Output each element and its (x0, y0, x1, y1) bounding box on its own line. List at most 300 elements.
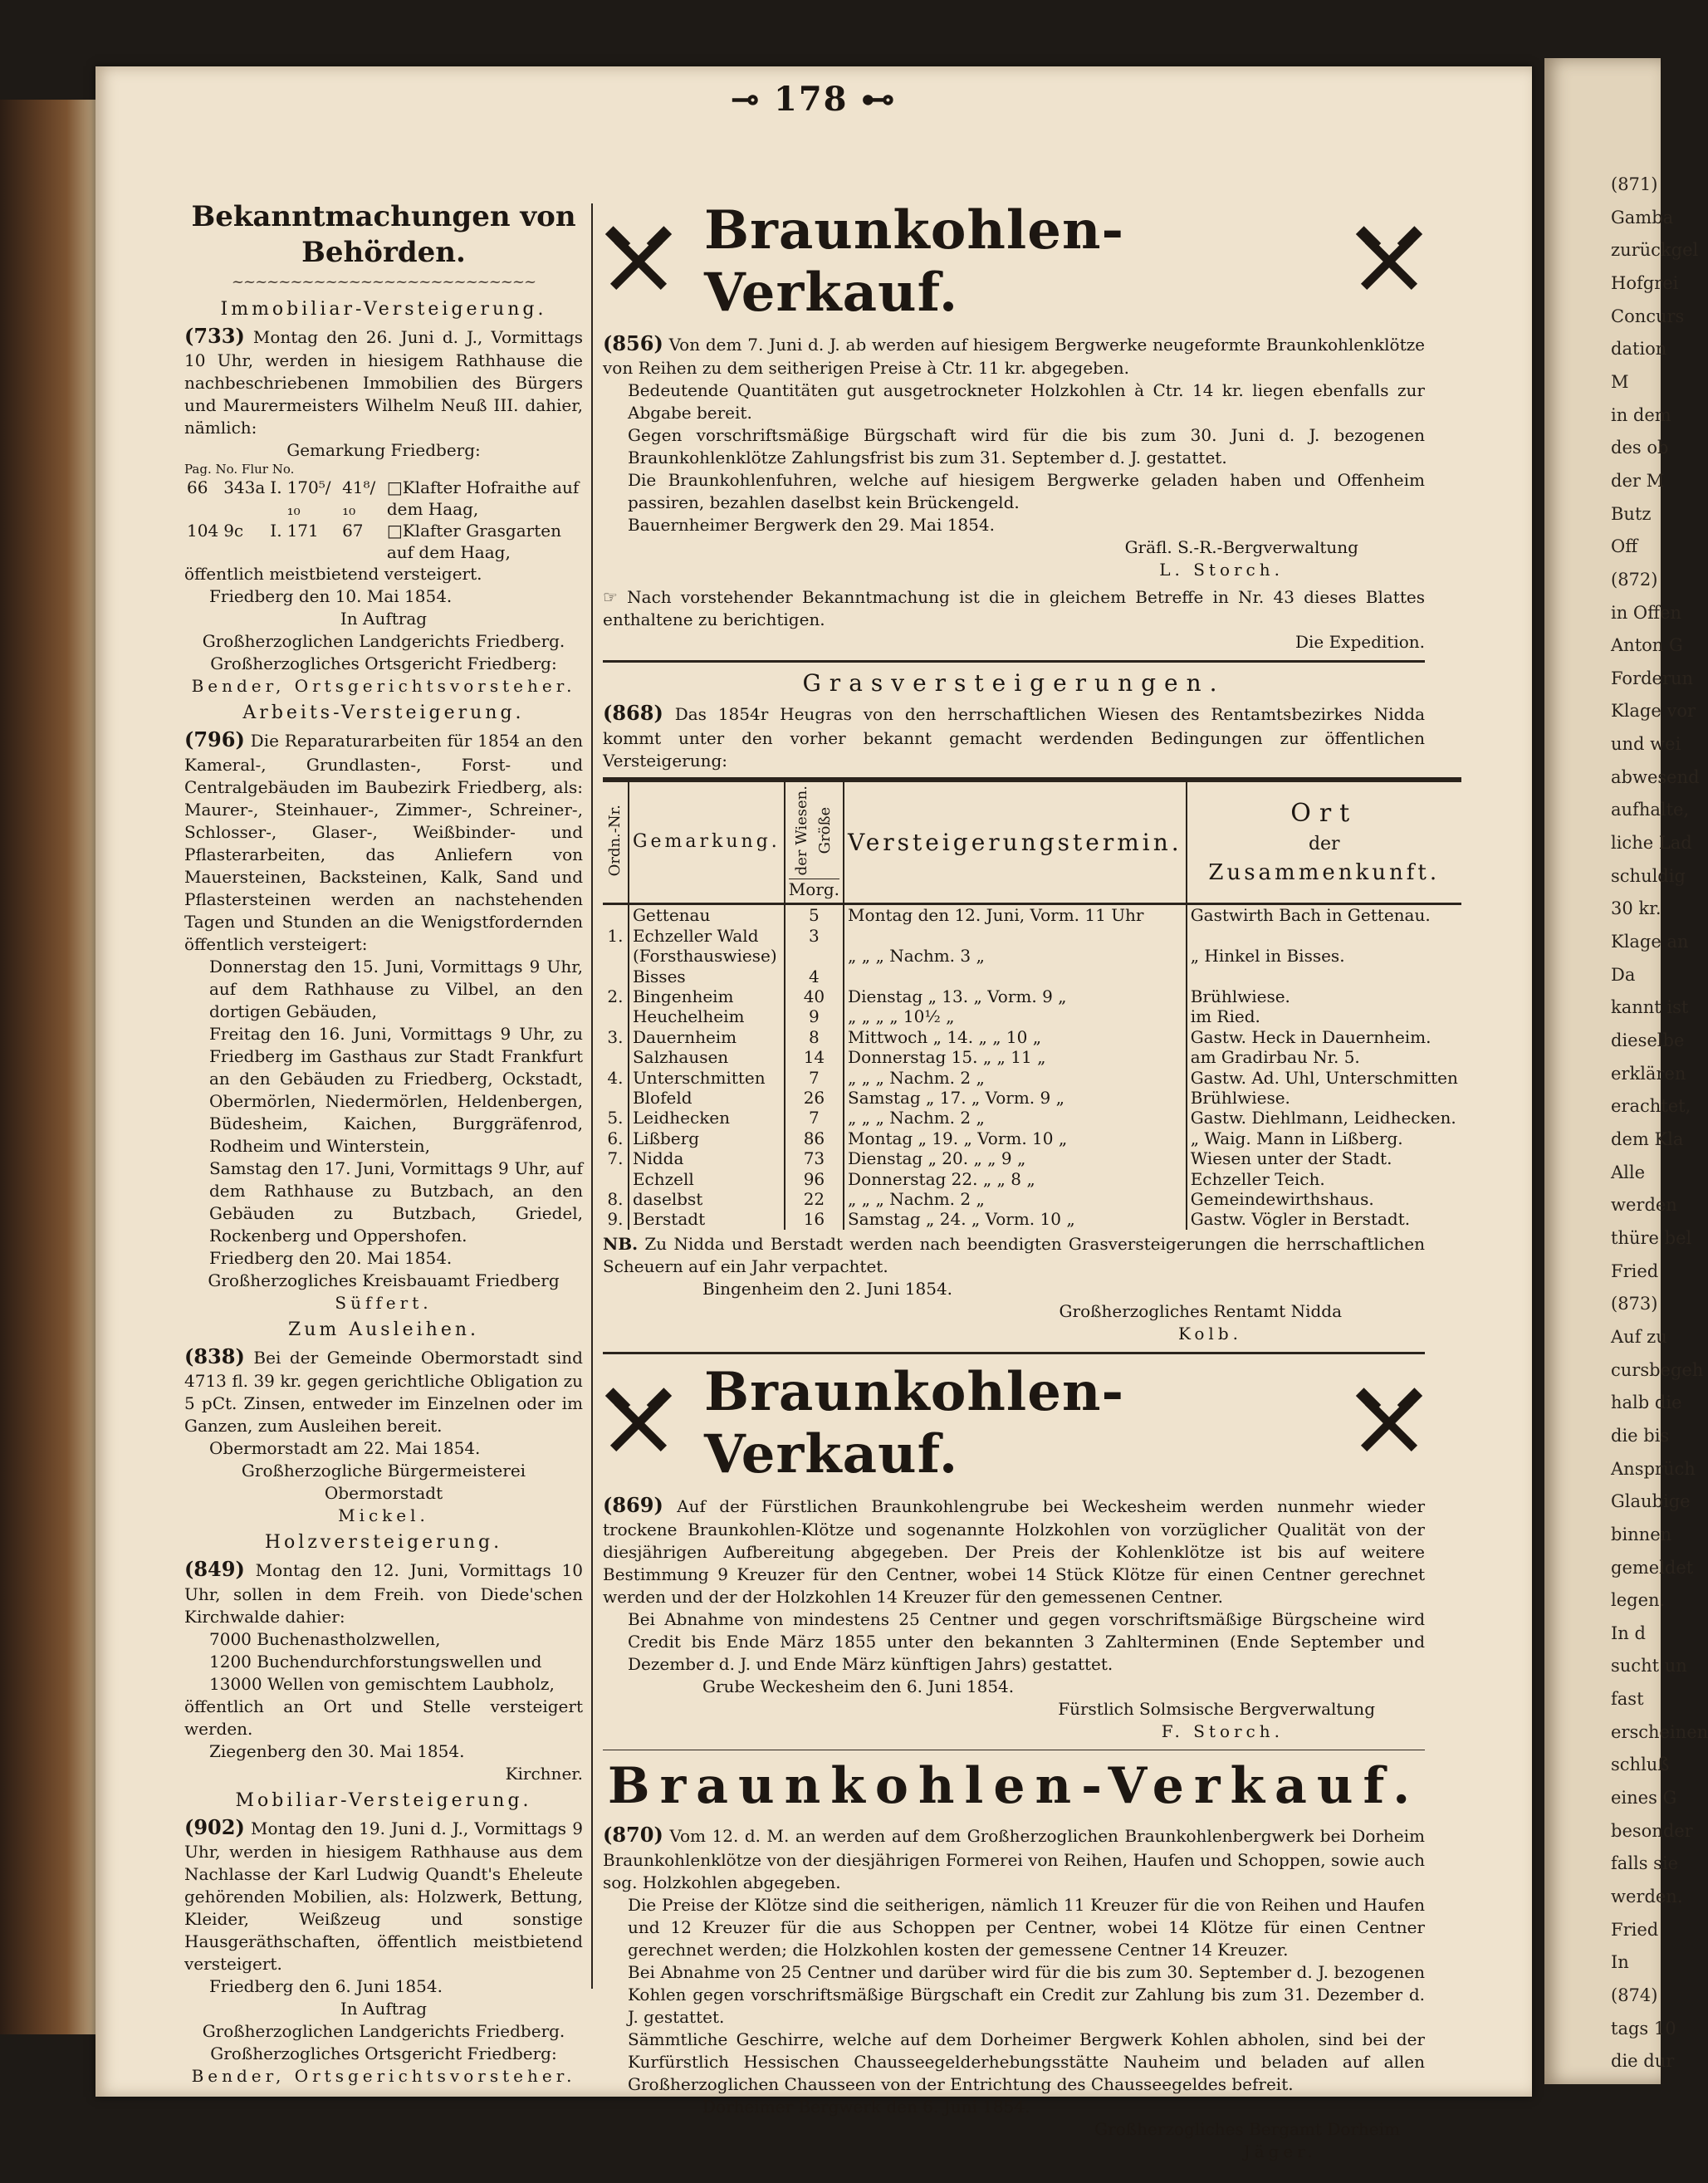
cell-gemarkung: Gettenau (629, 904, 785, 926)
cell-morgen: 3 (785, 926, 844, 946)
cell-pag: 104 (187, 521, 219, 541)
cell-ort (1187, 967, 1461, 986)
notice-number: (849) (184, 1557, 245, 1582)
cell-morgen: 16 (785, 1209, 844, 1229)
next-page-fragment: schluß (1611, 1755, 1670, 1775)
right-column (603, 199, 1458, 2163)
notice-text: Montag den 19. Juni d. J., Vormittags 9 Uhr, werden in hiesigem Rathhause aus dem Nachlasse der Karl Ludwig Quandt's Eheleute gehörenden Mobilien, als: Holzwerk, Bettung, Kleider, Weißzeug und sonstige Hausgeräthschaften, öffentlich meistbietend versteigert. (184, 1818, 583, 1974)
cell-gemarkung: Leidhecken (629, 1108, 785, 1128)
signature: Bender, Ortsgerichtsvorsteher. (191, 676, 576, 697)
nb-text: Zu Nidda und Berstadt werden nach beendigten Grasversteigerungen die herrschaftlichen Scheuern auf ein Jahr verpachtet. (603, 1233, 1425, 1276)
table-row (603, 904, 1461, 926)
nb-note (603, 1233, 1425, 1278)
footnote-signature: Die Expedition. (1294, 632, 1425, 653)
place-date: Obermorstadt am 22. Mai 1854. (209, 1438, 481, 1459)
divider (603, 1352, 1425, 1354)
place-date: Friedberg den 20. Mai 1854. (209, 1247, 453, 1268)
cell-termin: „ „ „ Nachm. 2 „ (844, 1189, 1187, 1209)
signature: L. Storch. (1159, 560, 1284, 580)
cell-termin: Mittwoch „ 14. „ „ 10 „ (844, 1027, 1187, 1047)
authority: Gräfl. S.-R.-Bergverwaltung (1124, 537, 1358, 558)
gemarkung: Gemarkung Friedberg: (286, 440, 481, 461)
pointing-hand-icon: ☞ (603, 587, 628, 608)
place-date: Bingenheim den 2. Juni 1854. (702, 1278, 953, 1299)
ad-paragraph: Gegen vorschriftsmäßige Bürgschaft wird für die bis zum 30. Juni d. J. bezogenen Braunkohlenklötze Zahlungsfrist bis zum 31. September d. J. gestattet. (628, 425, 1425, 468)
cell-ort: am Gradirbau Nr. 5. (1190, 1047, 1360, 1068)
table-row (603, 1108, 1461, 1128)
cell-ort: im Ried. (1190, 1006, 1260, 1027)
cell-gemarkung: Blofeld (629, 1088, 785, 1108)
notice-number: (869) (603, 1492, 663, 1517)
cell-gemarkung: daselbst (629, 1189, 785, 1209)
next-page-fragment: werden. (1611, 1887, 1683, 1907)
next-page-fragment: Ansprüch (1611, 1458, 1696, 1479)
cell-ort: Echzeller Teich. (1190, 1168, 1325, 1189)
notice-body (184, 1556, 583, 1627)
notice-number: (870) (603, 1823, 663, 1848)
column-divider (591, 203, 593, 1989)
cell-morgen: 86 (785, 1128, 844, 1148)
cell-gemarkung: Echzeller Wald (629, 926, 785, 946)
next-page-fragment: (872) (1611, 569, 1658, 590)
auction-schedule-table (603, 777, 1461, 1230)
cell-ordn (603, 967, 629, 986)
signature: Jäger. (1243, 2141, 1317, 2161)
ad-title: Braunkohlen-Verkauf. (704, 199, 1125, 324)
wood-item: 7000 Buchenastholzwellen, (209, 1628, 441, 1649)
next-page-fragment: legen. (1611, 1590, 1666, 1611)
signature: Mickel. (338, 1505, 429, 1526)
nb-label: NB. (603, 1233, 639, 1254)
cell-termin: „ „ „ Nachm. 3 „ (844, 946, 1187, 966)
crossed-hammers-icon (603, 226, 674, 297)
next-page-fragment: sucht un (1611, 1656, 1687, 1676)
cell-termin: Donnerstag 15. „ „ 11 „ (844, 1047, 1187, 1067)
auftrag: In Auftrag (340, 1998, 428, 2019)
table-row (603, 1128, 1461, 1148)
next-page-fragment: Anton G (1611, 635, 1683, 656)
col-ordn (603, 780, 629, 904)
col-ort (1187, 780, 1461, 904)
next-page-fragment: erscheinen (1611, 1721, 1708, 1742)
next-page-fragment: Glaubige (1611, 1491, 1691, 1512)
next-page-fragment: Klage vor (1611, 701, 1696, 722)
cell-desc: □Klafter Hofraithe auf dem Haag, (386, 477, 580, 520)
table-row (184, 477, 583, 520)
cell-ort: Gastwirth Bach in Gettenau. (1190, 905, 1431, 926)
notice-838 (184, 1319, 583, 1527)
cell-ordn: 1. (603, 926, 629, 946)
next-page-fragment: Klage an (1611, 932, 1689, 952)
table-row (603, 986, 1461, 1006)
cell-morgen: 26 (785, 1088, 844, 1108)
notice-body (184, 1344, 583, 1437)
notice-heading: Mobiliar-Versteigerung. (235, 1789, 532, 1811)
col-label: Ordn.-Nr. (606, 804, 624, 877)
next-page-fragment: Concurs (1611, 306, 1685, 326)
cell-morgen: 14 (785, 1047, 844, 1067)
cell-morgen: 5 (785, 904, 844, 926)
auction-date: Donnerstag den 15. Juni, Vormittags 9 Uhr, auf dem Rathhause zu Vilbel, an den dortigen Gebäuden, (209, 956, 583, 1021)
cell-termin: Montag „ 19. „ Vorm. 10 „ (844, 1128, 1187, 1148)
next-page-fragment: aufhalte, (1611, 800, 1690, 820)
col-label: Größe (816, 806, 834, 854)
table-header-row (603, 780, 1461, 904)
cell-no: 343a (223, 477, 266, 498)
place-date: Friedberg den 6. Juni 1854. (209, 1975, 443, 1996)
cell-flur: I. (270, 477, 282, 498)
place-date: Grube Weckesheim den 6. Juni 1854. (702, 1676, 1015, 1697)
section-title: Grasversteigerungen. (802, 669, 1226, 697)
table-row (603, 967, 1461, 986)
auction-date: Samstag den 17. Juni, Vormittags 9 Uhr, auf dem Rathhause zu Butzbach, an den Gebäuden zu Butzbach, Griedel, Rockenberg und Oppershofen. (209, 1158, 583, 1246)
cell-gemarkung: Lißberg (629, 1128, 785, 1148)
next-page-fragment: Fried (1611, 1260, 1659, 1281)
ad-body (603, 1492, 1425, 1608)
ad-paragraph: Bei Abnahme von mindestens 25 Centner und gegen vorschriftsmäßige Bürgscheine wird Credit bis Ende März 1855 unter den bekannten 3 Zahlterminen (Ende September und Dezember d. J. und Ende März künftigen Jahrs) gestattet. (628, 1609, 1425, 1675)
notice-text: Bei der Gemeinde Obermorstadt sind 4713 fl. 39 kr. gegen gerichtliche Obligation zu 5 pCt. Zinsen, entweder im Einzelnen oder im Ganzen, zum Ausleihen bereit. (184, 1347, 583, 1437)
notice-heading: Immobiliar-Versteigerung. (220, 299, 547, 320)
authority: Großherzoglichen Landgerichts Friedberg. (202, 2020, 565, 2041)
next-page-fragment: (873) (1611, 1294, 1658, 1314)
notice-text: Montag den 12. Juni, Vormittags 10 Uhr, sollen in dem Freih. von Diede'schen Kirchwalde dahier: (184, 1560, 584, 1627)
col-label: der (1308, 834, 1340, 855)
cell-gemarkung: Unterschmitten (629, 1068, 785, 1088)
ad-text: Von dem 7. Juni d. J. ab werden auf hiesigem Bergwerke neugeformte Braunkohlenklötze von Reihen zu dem seitherigen Preise à Ctr. 11 kr. abgegeben. (603, 335, 1425, 379)
signature: Kirchner. (505, 1763, 583, 1784)
cell-size: 67 (342, 521, 364, 541)
col-group (789, 786, 839, 875)
place-date: Dorheimer Bergwerk den 6. Juni 1854. (702, 2096, 1030, 2117)
cell-termin: „ „ „ Nachm. 2 „ (844, 1068, 1187, 1088)
notice-849 (184, 1532, 583, 1784)
cell-ordn: 6. (603, 1128, 629, 1148)
cell-morgen: 8 (785, 1027, 844, 1047)
cell-gemarkung: Echzell (629, 1169, 785, 1189)
table-row (603, 1148, 1461, 1168)
cell-termin: Donnerstag 22. „ „ 8 „ (844, 1169, 1187, 1189)
page-number-value: 178 (774, 80, 849, 119)
cell-gemarkung: Dauernheim (629, 1027, 785, 1047)
authority: Großherzogliches Ortsgericht Friedberg: (210, 653, 557, 674)
notice-body (603, 700, 1425, 771)
table-row (603, 1088, 1461, 1108)
cell-termin (844, 926, 1187, 946)
table-body (603, 904, 1461, 1230)
ad-header (603, 1757, 1425, 1815)
cell-ordn (603, 1047, 629, 1067)
notice-body (184, 1814, 583, 1975)
notice-text: Das 1854r Heugras von den herrschaftlichen Wiesen des Rentamtsbezirkes Nidda kommt unter den vorher bekannt gemacht werdenden Bedingungen zur öffentlichen Versteigerung: (603, 704, 1425, 771)
notice-733 (184, 299, 583, 697)
ad-body (603, 330, 1425, 379)
authority: Großherzogliches Rentamt Nidda (1059, 1300, 1342, 1321)
next-page-fragment: tags 10 (1611, 2018, 1676, 2039)
cell-ordn (603, 1169, 629, 1189)
notice-number: (902) (184, 1814, 245, 1839)
next-page-fragment: Hofgrei (1611, 272, 1679, 293)
cell-ordn: 3. (603, 1027, 629, 1047)
next-page-fragment: Forderun (1611, 668, 1694, 688)
next-page-fragment: die bis (1611, 1425, 1670, 1446)
cell-gemarkung: Salzhausen (629, 1047, 785, 1067)
next-page-fragment: werden (1611, 1195, 1677, 1216)
table-row (603, 1006, 1461, 1026)
ad-paragraph: Die Preise der Klötze sind die seitherigen, nämlich 11 Kreuzer für die von Reihen und Haufen und 12 Kreuzer für die aus Schoppen per Centner, wobei 14 Klötze für einen Centner gerechnet werden; die Holzkohlen kosten der gemessene Centner 14 Kreuzer. (628, 1894, 1425, 1960)
cell-gemarkung: Heuchelheim (629, 1006, 785, 1026)
cell-ordn: 2. (603, 986, 629, 1006)
cell-morgen: 7 (785, 1068, 844, 1088)
table-row (603, 1068, 1461, 1088)
cell-size: 41⁸/₁₀ (342, 477, 376, 520)
cell-ordn: 4. (603, 1068, 629, 1088)
ad-title: Braunkohlen-Verkauf. (704, 1360, 1125, 1486)
cell-termin: Samstag „ 24. „ Vorm. 10 „ (844, 1209, 1187, 1229)
next-page-fragment: Da (1611, 964, 1636, 985)
notice-heading: Zum Ausleihen. (287, 1319, 480, 1340)
next-page-fragment: thüre bel (1611, 1227, 1692, 1248)
cell-ort: „ Hinkel in Bisses. (1190, 946, 1345, 967)
table-row (603, 946, 1461, 966)
notice-796 (184, 702, 583, 1314)
next-page-fragment: 30 kr. (1611, 898, 1662, 919)
cell-ort: Gastw. Diehlmann, Leidhecken. (1190, 1108, 1456, 1128)
ad-paragraph: Sämmtliche Geschirre, welche auf dem Dorheimer Bergwerk Kohlen abholen, sind bei der Kurfürstlich Hessischen Chausseegelderhebungsstätte Nauheim und beladen auf allen Großherzoglichen Chausseen von der Entrichtung des Chausseegeldes befreit. (628, 2029, 1425, 2094)
ad-paragraph: Die Braunkohlenfuhren, welche auf hiesigem Bergwerke geladen haben und Offenheim passiren, bezahlen daselbst kein Brückengeld. (628, 470, 1425, 513)
cell-ordn (603, 1088, 629, 1108)
cell-ordn (603, 904, 629, 926)
ad-header (603, 199, 1425, 324)
ad-paragraph: Bedeutende Quantitäten gut ausgetrockneter Holzkohlen à Ctr. 14 kr. liegen ebenfalls zur Abgabe bereit. (628, 380, 1425, 423)
cell-termin: „ „ „ Nachm. 2 „ (844, 1108, 1187, 1128)
wood-item: 1200 Buchendurchforstungswellen und (209, 1651, 542, 1672)
notice-number: (856) (603, 331, 663, 355)
authority: Großherzogliches Ortsgericht Friedberg: (210, 2043, 557, 2063)
next-page-fragment: (874) (1611, 1985, 1658, 2006)
cell-desc: □Klafter Grasgarten auf dem Haag, (386, 521, 561, 563)
cell-termin: Samstag „ 17. „ Vorm. 9 „ (844, 1088, 1187, 1108)
cell-ort: Gemeindewirthshaus. (1190, 1188, 1374, 1209)
cell-gemarkung: Bisses (629, 967, 785, 986)
left-column (184, 199, 583, 2088)
place-date: Bauernheimer Bergwerk den 29. Mai 1854. (628, 515, 995, 536)
next-page-fragment: erachtet, (1611, 1096, 1691, 1117)
cell-ordn: 8. (603, 1189, 629, 1209)
col-termin: Versteigerungstermin. (844, 780, 1187, 904)
col-groesse (785, 780, 844, 904)
ad-body (603, 1822, 1425, 1893)
cell-gemarkung: Berstadt (629, 1209, 785, 1229)
col-unit: Morg. (788, 879, 840, 900)
next-page-fragment: Butz (1611, 503, 1652, 524)
auction-date: Freitag den 16. Juni, Vormittags 9 Uhr, zu Friedberg im Gasthaus zur Stadt Frankfurt an den Gebäuden zu Friedberg, Ockstadt, Obermörlen, Niedermörlen, Heldenbergen, Büdesheim, Kaichen, Burggräfenrod, Rodheim und Winterstein, (209, 1023, 583, 1156)
place-date: Friedberg den 10. Mai 1854. (209, 586, 453, 607)
next-page-fragment: Auf zu (1611, 1326, 1667, 1347)
ad-text: Vom 12. d. M. an werden auf dem Großherzoglichen Braunkohlenbergwerk bei Dorheim Braunkohlenklötze von der diesjährigen Formerei von Reihen, Haufen und Schoppen, sowie auch sog. Holzkohlen abgegeben. (603, 1826, 1426, 1892)
table-header: Pag. No. Flur No. (184, 462, 295, 477)
signature: Kolb. (1177, 1323, 1242, 1344)
next-page-edge (1544, 58, 1708, 2084)
next-page-fragment: schuldig (1611, 865, 1686, 886)
crossed-hammers-icon (1353, 226, 1425, 297)
cell-ordn: 7. (603, 1148, 629, 1168)
cell-termin: Dienstag „ 13. „ Vorm. 9 „ (844, 986, 1187, 1006)
next-page-fragment: In (1611, 1952, 1629, 1973)
closing-text: öffentlich an Ort und Stelle versteigert werden. (184, 1696, 583, 1739)
next-page-fragment: In d (1611, 1623, 1646, 1643)
authority: Großherzogliches Kreisbauamt Friedberg (208, 1270, 560, 1290)
next-page-fragment: der M (1611, 470, 1665, 491)
next-page-fragment: Gamba (1611, 207, 1674, 228)
next-page-fragment: dation (1611, 339, 1667, 360)
divider (603, 660, 1425, 663)
cell-morgen: 73 (785, 1148, 844, 1168)
table-row (603, 1169, 1461, 1189)
cell-ordn (603, 1006, 629, 1026)
next-page-fragment: falls sie (1611, 1853, 1679, 1874)
next-page-fragment: eines G (1611, 1788, 1677, 1809)
ad-title: Braunkohlen-Verkauf. (607, 1757, 1421, 1816)
cell-ort: Brühlwiese. (1190, 1088, 1290, 1108)
table-row (603, 1027, 1461, 1047)
cell-pag: 66 (187, 477, 208, 498)
wood-item: 13000 Wellen von gemischtem Laubholz, (209, 1673, 555, 1694)
ornament-divider: ~~~~~~~~~~~~~~~~~~~~~~~~~~ (231, 273, 536, 291)
authority: Großherzoglichen Landgerichts Friedberg. (202, 631, 565, 652)
next-page-fragment: liche Lad (1611, 833, 1692, 854)
next-page-fragment: (871) (1611, 174, 1658, 194)
ad-header (603, 1361, 1425, 1486)
cell-ort: Gastw. Heck in Dauernheim. (1190, 1026, 1431, 1047)
signature: Bender, Ortsgerichtsvorsteher. (191, 2065, 576, 2086)
book-spine (0, 100, 95, 2034)
cell-termin: Dienstag „ 20. „ „ 9 „ (844, 1148, 1187, 1168)
cell-ordn (603, 946, 629, 966)
place-date: Ziegenberg den 30. Mai 1854. (209, 1740, 465, 1761)
notice-heading: Holzversteigerung. (264, 1532, 503, 1554)
ad-870 (603, 1757, 1425, 2162)
notice-text: Montag den 26. Juni d. J., Vormittags 10 Uhr, werden in hiesigem Rathhause die nachbeschriebenen Immobilien des Bürgers und Maurermeisters Wilhelm Neuß III. dahier, nämlich: (184, 327, 583, 438)
cell-flur-no: 171 (286, 521, 319, 541)
cell-morgen (785, 946, 844, 966)
authority: Großherzogliche Bürgermeisterei Obermorstadt (241, 1461, 526, 1504)
signature: Süffert. (335, 1292, 433, 1313)
cell-morgen: 4 (785, 967, 844, 986)
cell-morgen: 22 (785, 1189, 844, 1209)
col-gemarkung: Gemarkung. (629, 780, 785, 904)
ad-text: Auf der Fürstlichen Braunkohlengrube bei Weckesheim werden nunmehr wieder trockene Braunkohlen-Klötze und sogenannte Holzkohlen von vorzüglicher Qualität von der diesjährigen Aufbereitung abgegeben. Der Preis der Kohlenklötze ist bis auf weitere Bestimmung 9 Kreuzer für den Centner, wobei 14 Stück Klötze für einen Centner gerechnet werden und der der Holzkohlen 14 Kreuzer für den gemessenen Centner. (603, 1495, 1425, 1608)
cell-morgen: 9 (785, 1006, 844, 1026)
cell-flur: I. (270, 521, 282, 541)
notice-number: (868) (603, 701, 663, 726)
notice-902 (184, 1790, 583, 2088)
cell-morgen: 40 (785, 986, 844, 1006)
notice-number: (796) (184, 727, 245, 752)
ad-856 (603, 199, 1425, 653)
next-page-fragment: die dur (1611, 2051, 1675, 2072)
cell-morgen: 96 (785, 1169, 844, 1189)
cell-ort: „ Waig. Mann in Lißberg. (1190, 1128, 1403, 1148)
authority: Fürstlich Solmsische Bergverwaltung (1058, 1699, 1375, 1720)
ad-paragraph: Bei Abnahme von 25 Centner und darüber wird für die bis zum 30. September d. J. bezogenen Kohlen gegen vorschriftsmäßige Bürgschaft ein Credit zur Zahlung bis zum 31. Dezember d. J. gestattet. (628, 1961, 1425, 2027)
table-row (603, 926, 1461, 946)
next-page-fragment: Fried (1611, 1919, 1659, 1940)
authority: Großherzogliches Bergamt Dorheim (1094, 2118, 1400, 2139)
notice-heading: Arbeits-Versteigerung. (242, 702, 525, 724)
cell-termin: „ „ „ „ 10½ „ (844, 1006, 1187, 1026)
next-page-fragment: dieselbe (1611, 1030, 1685, 1051)
cell-termin: Montag den 12. Juni, Vorm. 11 Uhr (844, 904, 1187, 926)
section-title: Bekanntmachungen von Behörden. (191, 200, 576, 269)
next-page-fragment: cursbegeh (1611, 1359, 1704, 1380)
footnote (603, 586, 1425, 631)
next-page-fragment: dem Kla (1611, 1129, 1684, 1149)
grass-auction-868 (603, 669, 1458, 1344)
next-page-fragment: fast (1611, 1689, 1644, 1710)
closing-text: öffentlich meistbietend versteigert. (184, 564, 482, 585)
next-page-fragment: abwesend (1611, 766, 1700, 787)
next-page-fragment: halb die (1611, 1393, 1682, 1413)
next-page-fragment: besonder (1611, 1820, 1693, 1841)
notice-number: (733) (184, 324, 245, 348)
next-page-fragment: erklären (1611, 1063, 1686, 1084)
notice-body (184, 323, 583, 439)
signature: F. Storch. (1161, 1721, 1284, 1742)
next-page-fragment: gemeldet (1611, 1557, 1694, 1578)
cell-ort: Gastw. Vögler in Berstadt. (1190, 1209, 1411, 1230)
cell-ort: Gastw. Ad. Uhl, Unterschmitten (1190, 1067, 1458, 1088)
notice-body (184, 727, 583, 955)
cell-gemarkung: (Forsthauswiese) (629, 946, 785, 966)
next-page-fragment: des ob (1611, 438, 1669, 458)
footnote-text: Nach vorstehender Bekanntmachung ist die in gleichem Betreffe in Nr. 43 dieses Blattes enthaltene zu berichtigen. (603, 587, 1425, 630)
cell-termin (844, 967, 1187, 986)
col-label: der Wiesen. (793, 785, 811, 876)
table-row (603, 1209, 1461, 1229)
cell-flur-no: 170⁵/₁₀ (286, 477, 331, 520)
col-label: Zusammenkunft. (1208, 860, 1441, 886)
auftrag: In Auftrag (340, 609, 428, 629)
table-row (603, 1047, 1461, 1067)
crossed-hammers-icon (1353, 1388, 1425, 1459)
next-page-fragment: M (1611, 371, 1629, 392)
next-page-fragment: Alle (1611, 1162, 1646, 1182)
next-page-fragment: kannt ist (1611, 997, 1689, 1018)
cell-gemarkung: Bingenheim (629, 986, 785, 1006)
next-page-fragment: Off (1611, 536, 1638, 557)
cell-gemarkung: Nidda (629, 1148, 785, 1168)
cell-ordn: 9. (603, 1209, 629, 1229)
notice-number: (838) (184, 1344, 245, 1368)
crossed-hammers-icon (603, 1388, 674, 1459)
next-page-fragment: zurückgel (1611, 240, 1699, 261)
page-number: ⊸ 178 ⊷ (731, 80, 897, 119)
table-row (603, 1189, 1461, 1209)
next-page-fragment: in dem (1611, 404, 1671, 425)
table-row (184, 520, 583, 563)
cell-ort: Wiesen unter der Stadt. (1190, 1148, 1392, 1169)
cell-morgen: 7 (785, 1108, 844, 1128)
notice-text: Die Reparaturarbeiten für 1854 an den Kameral-, Grundlasten-, Forst- und Centralgebäuden im Baubezirk Friedberg, als: Maurer-, Steinhauer-, Zimmer-, Schreiner-, Schlosser-, Glaser-, Weißbinder- und Pflasterarbeiten, das Anliefern von Mauersteinen, Backsteinen, Kalk, Sand und Pflastersteinen werden an nachstehenden Tagen und Stunden an die Wenigstfordernden öffentlich versteigert: (184, 731, 584, 954)
ad-869 (603, 1361, 1425, 1743)
next-page-fragment: in Offen (1611, 602, 1682, 623)
property-table (184, 477, 583, 563)
cell-ordn: 5. (603, 1108, 629, 1128)
cell-ort: Brühlwiese. (1190, 986, 1290, 1007)
cell-ort (1187, 926, 1461, 946)
cell-no: 9c (223, 521, 244, 541)
next-page-fragment: binnen (1611, 1524, 1672, 1544)
